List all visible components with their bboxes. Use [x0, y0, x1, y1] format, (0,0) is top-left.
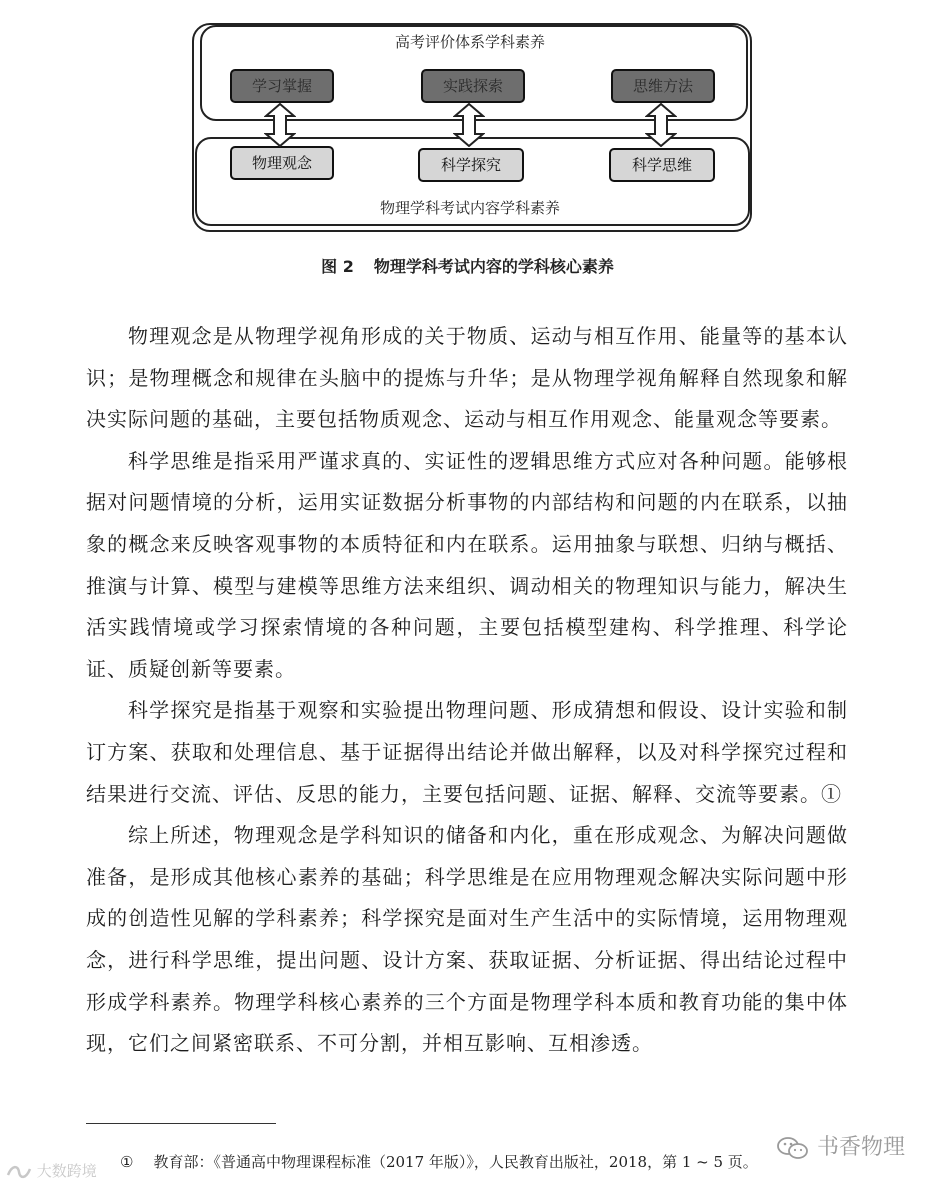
- watermark-right: [776, 1130, 905, 1161]
- double-arrow-icon: [645, 103, 677, 147]
- box-thinking-methods: 思维方法: [611, 69, 715, 103]
- wechat-icon: [776, 1135, 810, 1161]
- figure-caption-number: 图 2: [321, 257, 354, 276]
- watermark-right-text: 书香物理: [817, 1135, 906, 1160]
- footnote: [120, 1151, 758, 1172]
- figure-2: [0, 0, 935, 260]
- watermark-left-text: 大数跨境: [36, 1162, 97, 1180]
- figure-top-title: 高考评价体系学科素养: [394, 33, 545, 51]
- footnote-mark: ①: [120, 1153, 134, 1171]
- double-arrow-icon: [453, 103, 485, 147]
- watermark-left: [6, 1160, 97, 1181]
- footnote-divider: [86, 1123, 276, 1124]
- figure-caption: [0, 254, 935, 277]
- brand-logo-icon: [6, 1163, 32, 1181]
- box-physics-concepts: 物理观念: [230, 146, 334, 180]
- box-learning-mastery: 学习掌握: [230, 69, 334, 103]
- body-text: [86, 316, 848, 1065]
- box-scientific-inquiry: 科学探究: [418, 148, 524, 182]
- footnote-text: 教育部：《普通高中物理课程标准（2017 年版）》，人民教育出版社，2018，第 1 ~ 5 页。: [153, 1153, 758, 1171]
- paragraph-physics-concepts: 物理观念是从物理学视角形成的关于物质、运动与相互作用、能量等的基本认识；是物理概念和规律在头脑中的提炼与升华；是从物理学视角解释自然现象和解决实际问题的基础，主要包括物质观念、运动与相互作用观念、能量观念等要素。: [86, 324, 848, 432]
- paragraph-scientific-inquiry: 科学探究是指基于观察和实验提出物理问题、形成猜想和假设、设计实验和制订方案、获取和处理信息、基于证据得出结论并做出解释，以及对科学探究过程和结果进行交流、评估、反思的能力，主要包括问题、证据、解释、交流等要素。①: [86, 698, 848, 806]
- figure-bottom-title: 物理学科考试内容学科素养: [379, 199, 560, 217]
- figure-caption-text: 物理学科考试内容的学科核心素养: [373, 257, 614, 276]
- paragraph-summary: 综上所述，物理观念是学科知识的储备和内化，重在形成观念、为解决问题做准备，是形成其他核心素养的基础；科学思维是在应用物理观念解决实际问题中形成的创造性见解的学科素养；科学探究是面对生产生活中的实际情境，运用物理观念，进行科学思维，提出问题、设计方案、获取证据、分析证据、得出结论过程中形成学科素养。物理学科核心素养的三个方面是物理学科本质和教育功能的集中体现，它们之间紧密联系、不可分割，并相互影响、互相渗透。: [86, 823, 848, 1056]
- double-arrow-icon: [264, 103, 296, 147]
- box-scientific-thinking: 科学思维: [609, 148, 715, 182]
- paragraph-scientific-thinking: 科学思维是指采用严谨求真的、实证性的逻辑思维方式应对各种问题。能够根据对问题情境的分析，运用实证数据分析事物的内部结构和问题的内在联系，以抽象的概念来反映客观事物的本质特征和内在联系。运用抽象与联想、归纳与概括、推演与计算、模型与建模等思维方法来组织、调动相关的物理知识与能力，解决生活实践情境或学习探索情境的各种问题，主要包括模型建构、科学推理、科学论证、质疑创新等要素。: [86, 448, 848, 681]
- box-practice-exploration: 实践探索: [421, 69, 525, 103]
